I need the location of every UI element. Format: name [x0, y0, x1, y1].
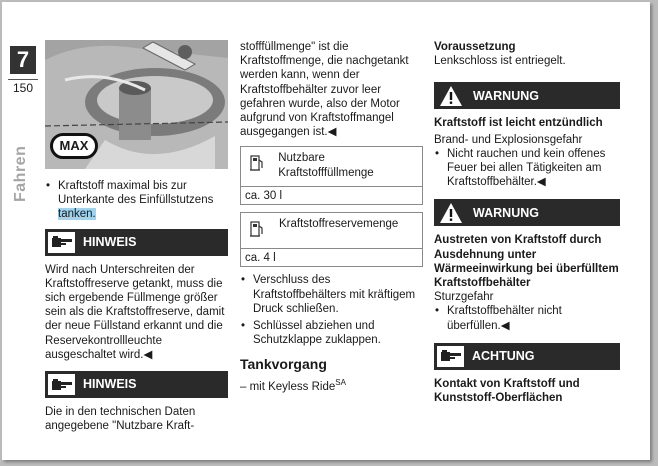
warning-subtitle-2: Sturzgefahr [434, 291, 494, 304]
chapter-number: 7 [10, 46, 36, 74]
warning-label-2: WARNUNG [473, 205, 539, 220]
warning-bar-2 [434, 199, 620, 226]
list-item: • Verschluss des Kraftstoffbehälters mit kräftigem Druck schließen. [240, 273, 424, 316]
column-1 [45, 40, 228, 433]
warning-triangle-icon [437, 201, 465, 225]
warning-triangle-icon [437, 84, 465, 108]
hinweis-text-2: Die in den technischen Daten angegebene "Nutzbare Kraft- [45, 406, 196, 433]
column-2 [240, 40, 424, 394]
pointing-hand-icon [437, 346, 464, 367]
hinweis-bar-2 [45, 371, 228, 398]
warning-title-1: Kraftstoff ist leicht entzündlich [434, 117, 603, 130]
fuel-reserve-label: Kraftstoffreservemenge [279, 218, 399, 231]
fill-instruction-text: Kraftstoff maximal bis zur Unterkante des Einfüllstutzens [58, 180, 214, 207]
warning-label-1: WARNUNG [473, 88, 539, 103]
caution-label: ACHTUNG [472, 349, 535, 364]
list-item: • Schlüssel abziehen und Schutzklappe zuklappen. [240, 319, 424, 347]
max-level-badge: MAX [50, 133, 98, 159]
fuel-filler-photo [45, 40, 228, 169]
page-number: 150 [8, 79, 38, 95]
fill-instruction [45, 179, 228, 222]
pointing-hand-icon [48, 232, 75, 253]
chapter-title: Fahren [12, 145, 29, 202]
fuel-pump-icon [249, 154, 268, 176]
prerequisite-title: Voraussetzung [434, 41, 516, 53]
continued-text: stofffüllmenge" ist die Kraftstoffmenge, die nachgetankt werden kann, wenn der Kraftstoffbehälter zuvor leer gefahren wurde, also der Motor aufgrund von Kraftstoffmangel ausgegangen ist.◀ [240, 41, 409, 139]
list-item: • Kraftstoffbehälter nicht überfüllen.◀ [434, 304, 620, 332]
prerequisite-text: Lenkschloss ist entriegelt. [434, 55, 566, 68]
fuel-pump-icon [249, 220, 269, 242]
section-title: Tankvorgang [240, 356, 327, 373]
pointing-hand-icon [48, 374, 75, 395]
manual-page [2, 2, 650, 460]
warning-title-2: Austreten von Kraftstoff durch Ausdehnung unter Wärmeeinwirkung bei überfülltem Kraftstoffbehälter [434, 234, 619, 290]
hinweis-label-1: HINWEIS [83, 235, 137, 249]
usable-fuel-value: ca. 30 l [245, 190, 283, 203]
warning-bar-1 [434, 82, 620, 109]
caution-bar [434, 343, 620, 370]
keyless-text: mit Keyless Ride [249, 380, 336, 393]
warning-subtitle-1: Brand- und Explosionsgefahr [434, 133, 583, 146]
fuel-reserve-table [240, 212, 423, 267]
hinweis-bar-1 [45, 229, 228, 256]
dash-marker: – [240, 380, 250, 393]
highlighted-word[interactable]: tanken. [58, 208, 96, 221]
list-item: • Nicht rauchen und kein offenes Feuer bei allen Tätigkeiten am Kraftstoffbehälter.◀ [434, 147, 620, 190]
keyless-line [240, 376, 424, 394]
hinweis-text-1: Wird nach Unterschreiten der Kraftstoffreserve getankt, muss die sich ergebende Füllmenge größer sein als die Kraftstoffreserve, damit der neue Füllstand erkannt und die Reservekontrollleuchte ausgeschaltet wird.◀ [45, 263, 225, 361]
hinweis-label-2: HINWEIS [83, 377, 137, 392]
fuel-capacity-table [240, 146, 423, 205]
fuel-reserve-value: ca. 4 l [245, 252, 276, 265]
caution-title: Kontakt von Kraftstoff und Kunststoff-Oberflächen [434, 377, 580, 405]
column-3 [434, 40, 620, 405]
sa-superscript: SA [335, 377, 346, 387]
usable-fuel-label: Nutzbare Kraftstofffüllmenge [278, 152, 374, 179]
